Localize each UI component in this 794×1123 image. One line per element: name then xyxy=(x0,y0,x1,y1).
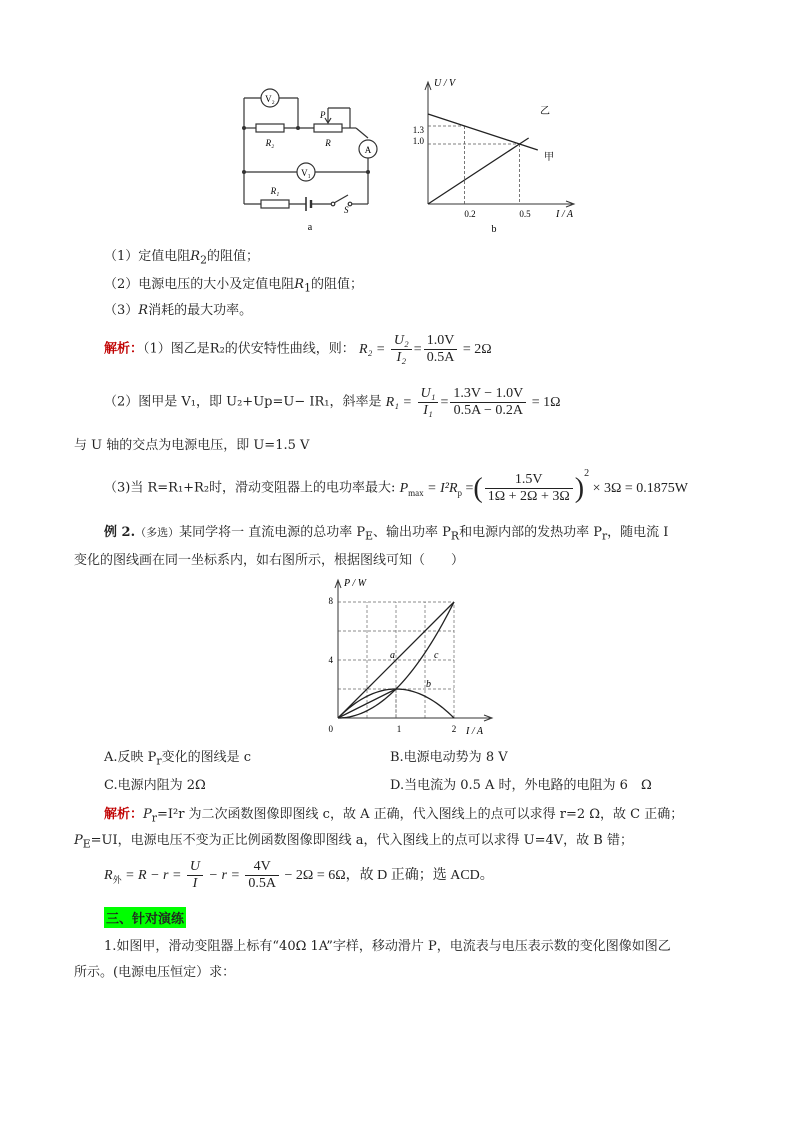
sol1-den1: I₂ xyxy=(396,350,407,365)
q2-var: R xyxy=(294,277,305,292)
solution-4 xyxy=(104,803,683,825)
sol6-num1: U xyxy=(187,859,203,876)
sol2-equation: R₁ = $\frac{\text{U₁}}{\text{I₁}}$ = $\frac{1.3V - 1.0V}{0.5A - 0.2A}$ = 1Ω xyxy=(385,386,561,418)
option-a-text: A.反映 P xyxy=(104,750,157,765)
sol3-power: 2 xyxy=(584,468,590,480)
solution-2 xyxy=(104,386,561,419)
line-to-apex xyxy=(338,689,396,718)
sol4-p: P xyxy=(143,807,152,822)
sol4-rest: =I²r 为二次函数图像即图线 c，故 A 正确，代入图线上的点可以求得 r=2 Ω，故 C 正确； xyxy=(156,807,684,822)
ex2-text2: 、输出功率 P xyxy=(373,525,451,540)
sol6-tail: − 2Ω = 6Ω，故 D 正确；选 ACD。 xyxy=(284,867,494,883)
solution-5 xyxy=(74,829,633,851)
sol1-result: = 2Ω xyxy=(462,341,492,357)
sol2-result: = 1Ω xyxy=(531,394,561,410)
example-2-line2: 变化的图线画在同一坐标系内，如右图所示，根据图线可知（ ） xyxy=(74,553,465,568)
option-c: C.电源内阻为 2Ω xyxy=(104,778,206,793)
option-a xyxy=(104,746,251,768)
sol2-text: （2）图甲是 V₁，即 U₂+Up=U− IR₁，斜率是 xyxy=(104,394,382,410)
q2-text: （2）电源电压的大小及定值电阻 xyxy=(104,277,295,292)
switch-label: S xyxy=(344,205,349,215)
sol3-text: （3)当 R=R₁+R₂时，滑动变阻器上的电功率最大: xyxy=(104,480,396,496)
p-label: P xyxy=(320,110,326,120)
practice-1-line1: 1.如图甲，滑动变阻器上标有“40Ω 1A”字样，移动滑片 P，电流表与电压表示数的变化图像如图乙 xyxy=(104,939,671,954)
option-a-tail: 变化的图线是 c xyxy=(161,750,252,765)
sol3-lhs: P xyxy=(399,480,409,496)
sol6-minus: − r = xyxy=(208,867,240,883)
series-line-jia xyxy=(428,114,538,150)
q3-prefix: （3） xyxy=(104,303,139,318)
sol3-lhs-sub: max xyxy=(408,487,424,498)
practice-1-line2: 所示。(电源电压恒定）求： xyxy=(74,965,236,980)
series-line-yi xyxy=(428,138,529,204)
curve-b xyxy=(338,689,454,718)
y-tick-1-0: 1.0 xyxy=(412,136,424,146)
sol1-equation: R₂ = $\frac{\text{U₂}}{\text{I₂}}$ = $\frac{1.0V}{0.5A}$ = 2Ω xyxy=(358,333,492,365)
option-d: D.当电流为 0.5 A 时，外电路的电阻为 6 Ω xyxy=(390,778,652,793)
sol2-num2: 1.3V − 1.0V xyxy=(450,386,526,403)
x-tick-0-2: 0.2 xyxy=(464,209,476,219)
line-jia-label: 甲 xyxy=(544,152,554,163)
r-label: R xyxy=(325,138,331,148)
fig-b-caption: b xyxy=(491,224,497,235)
circuit-diagram xyxy=(236,84,386,234)
question-1 xyxy=(104,245,259,267)
sol6-num2: 4V xyxy=(245,859,279,876)
sol5-p: P xyxy=(74,833,83,848)
sol3-tail: × 3Ω = 0.1875W xyxy=(592,480,688,496)
ex2-text4: ，随电流 I xyxy=(607,525,669,540)
q2-sub: 1 xyxy=(304,281,311,295)
q1-sub: 2 xyxy=(200,253,207,267)
sol6-den2: 0.5A xyxy=(248,876,277,891)
sol6-den1: I xyxy=(192,876,198,891)
v2-label: V₂ xyxy=(265,94,275,104)
sol3-mid: = I²R xyxy=(427,480,458,496)
q1-var: R xyxy=(190,249,201,264)
ex2-label: 例 2. xyxy=(104,525,136,540)
ex2-text: 某同学将一 直流电源的总功率 P xyxy=(179,525,366,540)
sol2-den1: I₁ xyxy=(423,403,433,418)
sol1-text: （1）图乙是R₂的伏安特性曲线，则： xyxy=(143,341,355,357)
q1-text: （1）定值电阻 xyxy=(104,249,191,264)
sol6-lhs: R xyxy=(104,867,113,883)
p-x-tick-1: 1 xyxy=(396,724,402,734)
sol2-lhs: R₁ = xyxy=(385,394,412,410)
example-2-line1 xyxy=(104,521,668,543)
section-title: 三、针对演练 xyxy=(104,907,186,928)
sol1-lhs: R₂ = xyxy=(358,341,386,357)
power-graph xyxy=(320,574,502,744)
y-tick-1-3: 1.3 xyxy=(412,125,424,135)
r2-label: R₂ xyxy=(265,138,275,148)
ex2-sub-e: E xyxy=(365,529,374,543)
p-origin: 0 xyxy=(328,724,333,734)
ui-graph xyxy=(404,74,588,236)
sol3-equation: $P_{max} = I^2R_p$ =( $\frac{1.5V}{1\Omega + 2\Omega + 3\Omega}$ )$^2$ × 3Ω = 0.1875W xyxy=(399,468,688,504)
sol2-den2: 0.5A − 0.2A xyxy=(453,403,523,418)
sol1-den2: 0.5A xyxy=(426,350,455,365)
p-x-tick-2: 2 xyxy=(451,724,457,734)
sol6-lhs-sub: 外 xyxy=(112,874,122,885)
p-x-axis-label: I / A xyxy=(466,726,484,737)
ex2-sub-r: R xyxy=(450,529,460,543)
p-y-axis-label: P / W xyxy=(344,578,367,589)
curve-b-label: b xyxy=(426,679,431,690)
option-b: B.电源电动势为 8 V xyxy=(390,750,508,765)
v1-label: V₁ xyxy=(301,168,311,178)
solution-1 xyxy=(104,333,492,366)
p-y-tick-8: 8 xyxy=(328,596,333,606)
solution-2b: 与 U 轴的交点为电源电压，即 U=1.5 V xyxy=(74,438,310,453)
solution-label: 解析： xyxy=(104,341,144,357)
sol6-mid: = R − r = xyxy=(125,867,182,883)
solution-3 xyxy=(104,468,688,505)
sol5-rest: =UI，电源电压不变为正比例函数图像即图线 a，代入图线上的点可以求得 U=4V，故 B 错； xyxy=(90,833,633,848)
q3-var: R xyxy=(138,303,149,318)
line-yi-label: 乙 xyxy=(540,106,550,117)
sol3-mid-sub: p xyxy=(457,487,462,498)
ammeter-label: A xyxy=(364,145,372,155)
ex2-sub-r2: r xyxy=(601,529,608,543)
sol2-num1: U₁ xyxy=(418,386,439,403)
q2-tail: 的阻值； xyxy=(310,277,363,292)
solution-6 xyxy=(104,859,494,892)
question-3 xyxy=(104,299,252,318)
sol1-num2: 1.0V xyxy=(424,333,458,350)
sol3-num: 1.5V xyxy=(485,472,573,489)
sol1-num1: U₂ xyxy=(391,333,412,350)
curve-c-label: c xyxy=(434,650,439,661)
question-2 xyxy=(104,273,363,295)
q3-text: 消耗的最大功率。 xyxy=(148,303,253,318)
fig-a-caption: a xyxy=(307,222,313,233)
q1-tail: 的阻值； xyxy=(206,249,259,264)
p-y-tick-4: 4 xyxy=(328,655,333,665)
r1-label: R₁ xyxy=(270,186,280,196)
sol6-equation xyxy=(104,859,494,891)
sol3-den: 1Ω + 2Ω + 3Ω xyxy=(487,489,570,504)
option-a-sub: r xyxy=(156,754,162,768)
curve-a-label: a xyxy=(390,650,395,661)
sol4-sub: r xyxy=(151,811,157,825)
x-tick-0-5: 0.5 xyxy=(519,209,531,219)
ex2-text3: 和电源内部的发热功率 P xyxy=(459,525,602,540)
x-axis-label: I / A xyxy=(556,209,574,220)
y-axis-label: U / V xyxy=(434,78,456,89)
sol5-sub: E xyxy=(82,837,91,851)
ex2-tag: （多选） xyxy=(135,526,180,539)
sol4-label: 解析： xyxy=(104,807,144,822)
